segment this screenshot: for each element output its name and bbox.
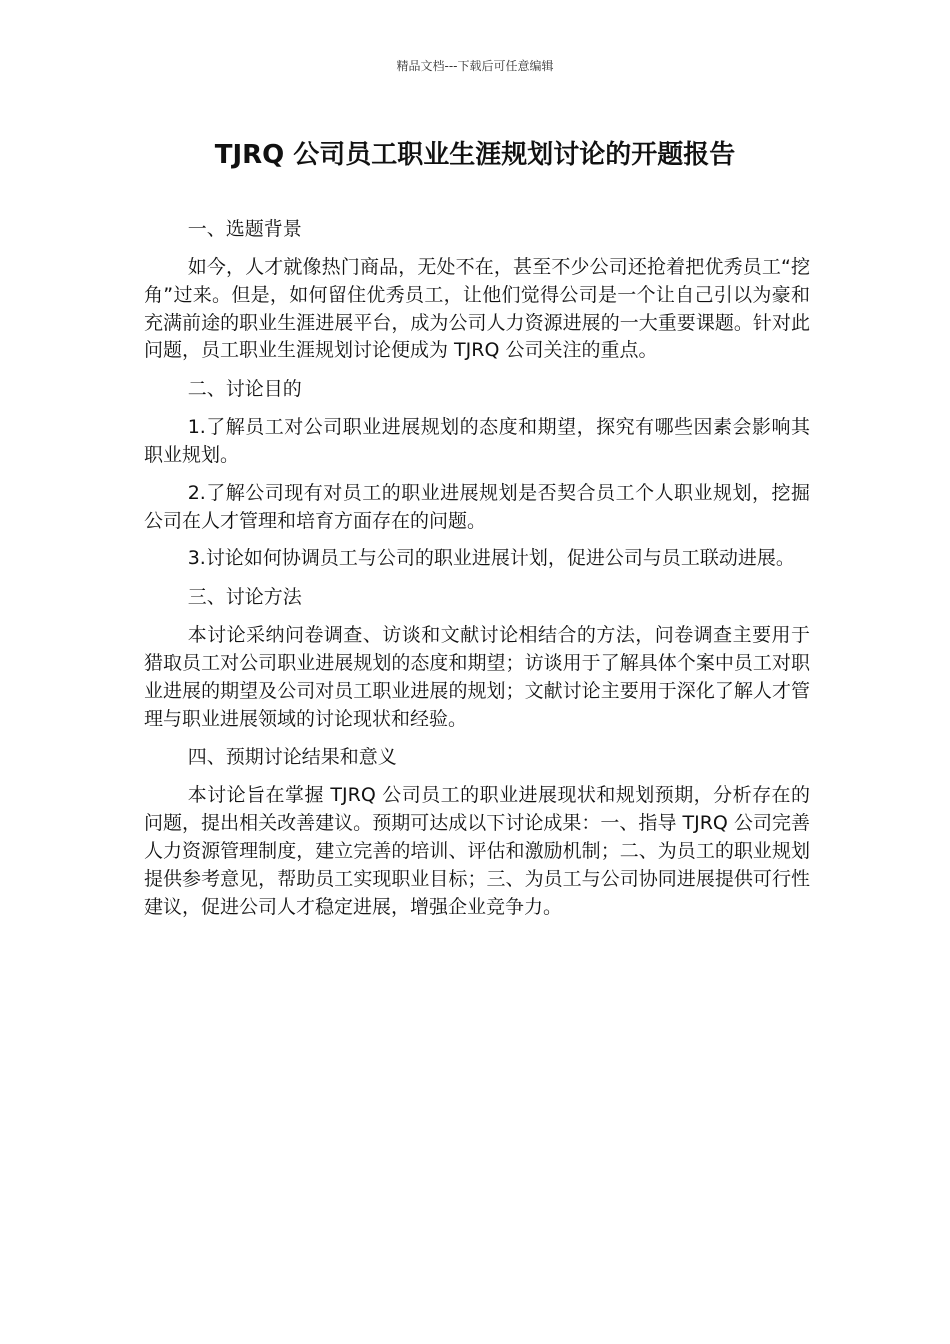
document-body bbox=[144, 215, 810, 931]
section-heading-purpose: 二、讨论目的 bbox=[187, 378, 302, 401]
purpose-item-1: 1.了解员工对公司职业进展规划的态度和期望，探究有哪些因素会影响其职业规划。 bbox=[144, 416, 810, 466]
paragraph-method: 本讨论采纳问卷调查、访谈和文献讨论相结合的方法，问卷调查主要用于猎取员工对公司职业进展规划的态度和期望；访谈用于了解具体个案中员工对职业进展的期望及公司对员工职业进展的规划；文献讨论主要用于深化了解人才管理与职业进展领域的讨论现状和经验。 bbox=[144, 624, 810, 730]
paragraph-expected-results: 本讨论旨在掌握 TJRQ 公司员工的职业进展现状和规划预期，分析存在的问题，提出相关改善建议。预期可达成以下讨论成果：一、指导 TJRQ 公司完善人力资源管理制度，建立完善的培训、评估和激励机制；二、为员工的职业规划提供参考意见，帮助员工实现职业目标；三、为员工与公司协同进展提供可行性建议，促进公司人才稳定进展，增强企业竞争力。 bbox=[144, 784, 810, 918]
purpose-item-2: 2.了解公司现有对员工的职业进展规划是否契合员工个人职业规划，挖掘公司在人才管理和培育方面存在的问题。 bbox=[144, 481, 810, 532]
purpose-item-3: 3.讨论如何协调员工与公司的职业进展计划，促进公司与员工联动进展。 bbox=[187, 547, 795, 570]
section-heading-expected-results: 四、预期讨论结果和意义 bbox=[187, 746, 397, 769]
paragraph-background: 如今，人才就像热门商品，无处不在，甚至不少公司还抢着把优秀员工“挖角”过来。但是，如何留住优秀员工，让他们觉得公司是一个让自己引以为豪和充满前途的职业生涯进展平台，成为公司人力资源进展的一大重要课题。针对此问题，员工职业生涯规划讨论便成为 TJRQ 公司关注的重点。 bbox=[144, 256, 810, 362]
section-heading-background: 一、选题背景 bbox=[187, 218, 302, 240]
document-title: TJRQ 公司员工职业生涯规划讨论的开题报告 bbox=[214, 140, 736, 170]
page-header: 精品文档---下载后可任意编辑 bbox=[396, 59, 554, 73]
section-heading-method: 三、讨论方法 bbox=[187, 586, 302, 609]
